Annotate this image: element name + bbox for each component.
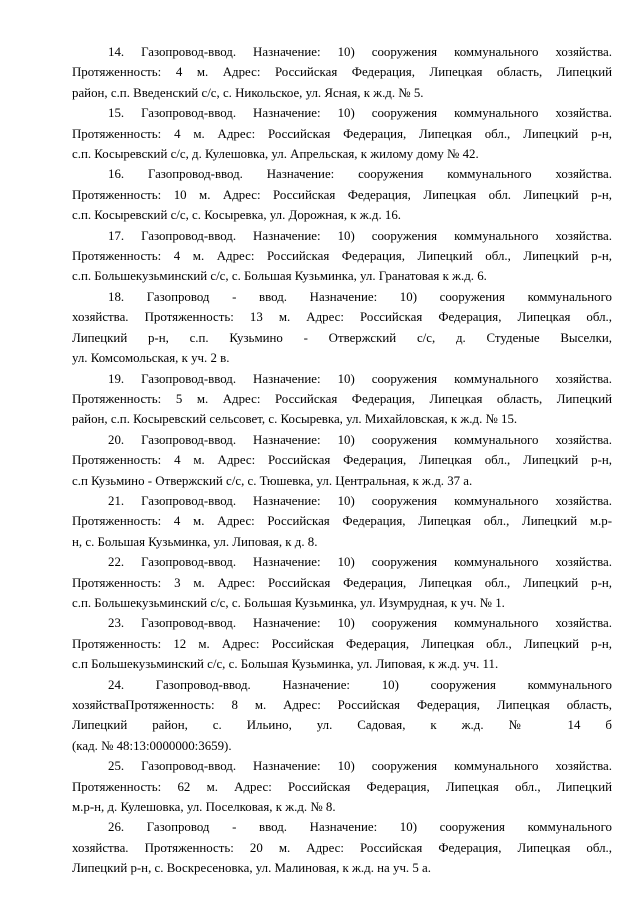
paragraph-item-24 <box>72 675 612 757</box>
paragraph-line: 18. Газопровод - ввод. Назначение: 10) сооружения коммунального <box>108 289 612 304</box>
paragraph-line: с.п Кузьмино - Отвержский с/с, с. Тюшевка, ул. Центральная, к ж.д. 37 а. <box>72 473 473 488</box>
paragraph-line: Липецкий район, с. Ильино, ул. Садовая, к ж.д. № 14 б <box>72 718 612 733</box>
paragraph-line: 17. Газопровод-ввод. Назначение: 10) сооружения коммунального хозяйства. <box>108 228 612 243</box>
paragraph-line: хозяйства. Протяженность: 20 м. Адрес: Российская Федерация, Липецкая обл., <box>72 840 612 855</box>
paragraph-line: (кад. № 48:13:0000000:3659). <box>72 738 232 753</box>
paragraph-item-14 <box>72 42 612 103</box>
paragraph-item-15 <box>72 103 612 164</box>
paragraph-line: 26. Газопровод - ввод. Назначение: 10) сооружения коммунального <box>108 820 612 835</box>
paragraph-line: Липецкий р-н, с.п. Кузьмино - Отвержский с/с, д. Студеные Выселки, <box>72 330 612 345</box>
paragraph-line: Протяженность: 4 м. Адрес: Российская Федерация, Липецкая область, Липецкий <box>72 65 612 80</box>
paragraph-line: Протяженность: 10 м. Адрес: Российская Федерация, Липецкая обл. Липецкий р-н, <box>72 187 612 202</box>
paragraph-line: м.р-н, д. Кулешовка, ул. Поселковая, к ж.д. № 8. <box>72 800 336 815</box>
paragraph-line: 19. Газопровод-ввод. Назначение: 10) сооружения коммунального хозяйства. <box>108 371 612 386</box>
paragraph-line: ул. Комсомольская, к уч. 2 в. <box>72 351 230 366</box>
paragraph-line: Протяженность: 4 м. Адрес: Российская Федерация, Липецкая обл., Липецкий р-н, <box>72 126 612 141</box>
paragraph-line: с.п. Большекузьминский с/с, с. Большая Кузьминка, ул. Изумрудная, к уч. № 1. <box>72 595 505 610</box>
paragraph-item-22 <box>72 552 612 613</box>
paragraph-item-26 <box>72 817 612 878</box>
paragraph-item-20 <box>72 430 612 491</box>
paragraph-line: район, с.п. Косыревский сельсовет, с. Косыревка, ул. Михайловская, к ж.д. № 15. <box>72 412 518 427</box>
paragraph-item-19 <box>72 369 612 430</box>
paragraph-line: 21. Газопровод-ввод. Назначение: 10) сооружения коммунального хозяйства. <box>108 493 612 508</box>
paragraph-line: 20. Газопровод-ввод. Назначение: 10) сооружения коммунального хозяйства. <box>108 432 612 447</box>
paragraph-line: хозяйстваПротяженность: 8 м. Адрес: Российская Федерация, Липецкая область, <box>72 698 612 712</box>
paragraph-line: с.п. Большекузьминский с/с, с. Большая Кузьминка, ул. Гранатовая к ж.д. 6. <box>72 269 487 284</box>
paragraph-item-25 <box>72 756 612 817</box>
paragraph-item-17 <box>72 226 612 287</box>
paragraph-line: н, с. Большая Кузьминка, ул. Липовая, к д. 8. <box>72 534 318 549</box>
paragraph-line: Протяженность: 3 м. Адрес: Российская Федерация, Липецкая обл., Липецкий р-н, <box>72 575 612 590</box>
paragraph-line: 24. Газопровод-ввод. Назначение: 10) сооружения коммунального <box>108 677 612 692</box>
paragraph-line: район, с.п. Введенский с/с, с. Никольское, ул. Ясная, к ж.д. № 5. <box>72 85 424 100</box>
paragraph-item-16 <box>72 164 612 225</box>
paragraph-line: Протяженность: 62 м. Адрес: Российская Федерация, Липецкая обл., Липецкий <box>72 779 612 794</box>
paragraph-line: 14. Газопровод-ввод. Назначение: 10) сооружения коммунального хозяйства. <box>108 45 612 59</box>
paragraph-line: Протяженность: 4 м. Адрес: Российская Федерация, Липецкая обл., Липецкий р-н, <box>72 453 612 468</box>
paragraph-line: Протяженность: 5 м. Адрес: Российская Федерация, Липецкая область, Липецкий <box>72 391 612 406</box>
paragraph-line: 15. Газопровод-ввод. Назначение: 10) сооружения коммунального хозяйства. <box>108 106 612 121</box>
paragraph-line: с.п. Косыревский с/с, д. Кулешовка, ул. Апрельская, к жилому дому № 42. <box>72 147 479 162</box>
paragraph-line: Протяженность: 4 м. Адрес: Российская Федерация, Липецкий обл., Липецкий р-н, <box>72 249 612 264</box>
paragraph-line: Протяженность: 4 м. Адрес: Российская Федерация, Липецкая обл., Липецкий м.р- <box>72 514 612 529</box>
paragraph-line: Протяженность: 12 м. Адрес: Российская Федерация, Липецкая обл., Липецкий р-н, <box>72 636 612 651</box>
paragraph-line: 22. Газопровод-ввод. Назначение: 10) сооружения коммунального хозяйства. <box>108 555 612 570</box>
paragraph-item-23 <box>72 613 612 674</box>
paragraph-item-18 <box>72 287 612 369</box>
paragraph-line: с.п Большекузьминский с/с, с. Большая Кузьминка, ул. Липовая, к ж.д. уч. 11. <box>72 657 499 672</box>
paragraph-line: Липецкий р-н, с. Воскресеновка, ул. Малиновая, к ж.д. на уч. 5 а. <box>72 861 431 876</box>
document-page <box>72 42 612 879</box>
paragraph-line: хозяйства. Протяженность: 13 м. Адрес: Российская Федерация, Липецкая обл., <box>72 310 612 325</box>
paragraph-line: с.п. Косыревский с/с, с. Косыревка, ул. Дорожная, к ж.д. 16. <box>72 208 401 223</box>
paragraph-line: 16. Газопровод-ввод. Назначение: сооружения коммунального хозяйства. <box>108 167 612 182</box>
paragraph-item-21 <box>72 491 612 552</box>
paragraph-line: 23. Газопровод-ввод. Назначение: 10) сооружения коммунального хозяйства. <box>108 616 612 631</box>
paragraph-line: 25. Газопровод-ввод. Назначение: 10) сооружения коммунального хозяйства. <box>108 759 612 774</box>
